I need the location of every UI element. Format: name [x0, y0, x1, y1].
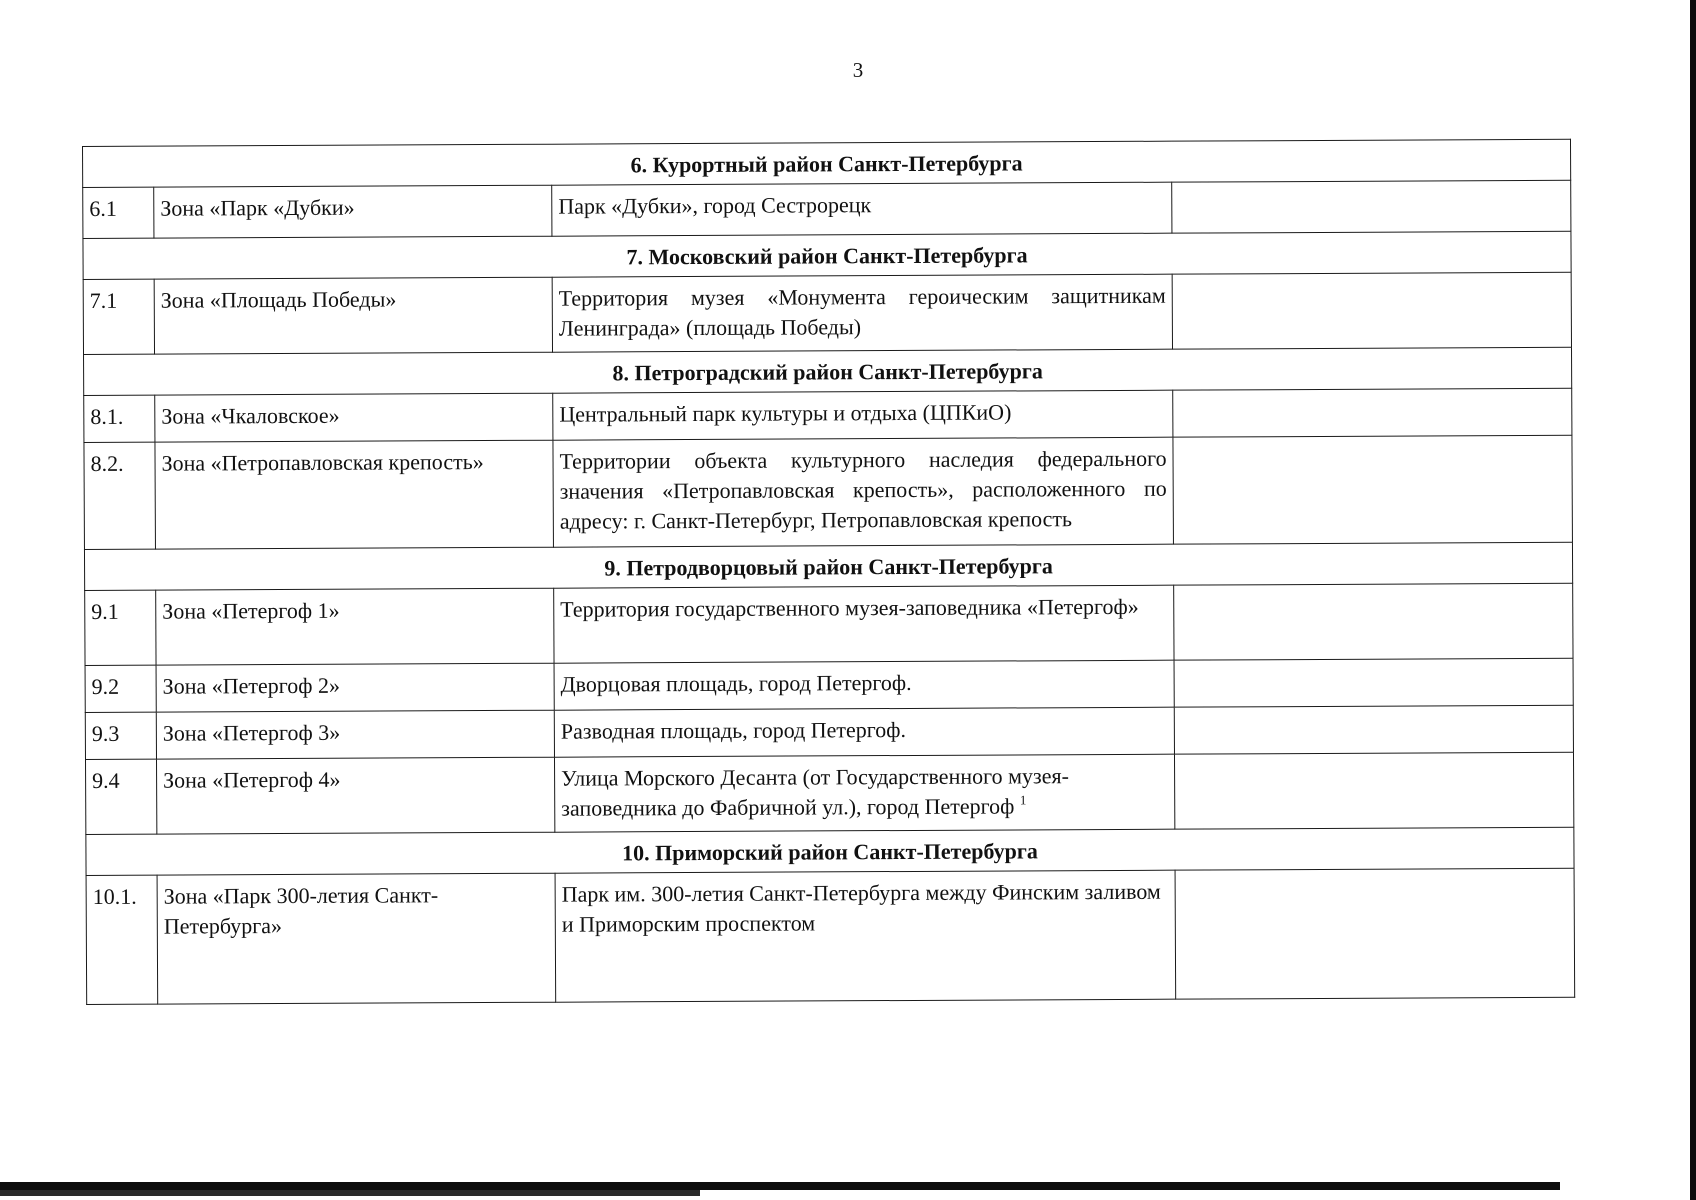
section-header-row: [84, 542, 1572, 590]
row-number: 9.1: [85, 590, 156, 665]
zone-note: [1175, 868, 1575, 999]
table-row: [84, 435, 1573, 549]
zone-location: Разводная площадь, город Петергоф.: [554, 707, 1174, 757]
zone-name: Зона «Петергоф 4»: [156, 757, 554, 834]
zone-name: Зона «Петропавловская крепость»: [155, 440, 554, 549]
table-row: [84, 388, 1572, 442]
section-header-row: [84, 347, 1572, 395]
zone-name: Зона «Петергоф 2»: [156, 663, 554, 712]
zone-name: Зона «Чкаловское»: [155, 393, 553, 442]
row-number: 6.1: [83, 187, 154, 238]
row-number: 9.3: [85, 712, 156, 759]
zone-note: [1174, 705, 1573, 754]
section-title: 9. Петродворцовый район Санкт-Петербурга: [84, 542, 1572, 590]
zone-location: Территория музея «Монумента героическим защитникам Ленинграда» (площадь Победы): [552, 274, 1172, 352]
table-row: [85, 658, 1573, 712]
scan-edge-bottom: [0, 1182, 1560, 1190]
zone-name: Зона «Парк «Дубки»: [154, 185, 552, 238]
zone-location-cell: [554, 754, 1174, 832]
zone-location: Улица Морского Десанта (от Государственного музея-заповедника до Фабричной ул.), город Петергоф: [561, 763, 1069, 821]
section-title: 10. Приморский район Санкт-Петербурга: [86, 827, 1574, 875]
table-row: [85, 583, 1573, 665]
table-row: [83, 272, 1571, 354]
row-number: 9.4: [85, 759, 156, 834]
zone-name: Зона «Парк 300-летия Санкт-Петербурга»: [157, 873, 556, 1004]
zone-name: Зона «Петергоф 1»: [156, 588, 554, 665]
section-title: 7. Московский район Санкт-Петербурга: [83, 231, 1571, 279]
zone-location: Парк им. 300-летия Санкт-Петербурга между Финским заливом и Приморским проспектом: [555, 870, 1176, 1002]
table-row: [83, 180, 1571, 238]
scan-edge-bottom-shadow: [0, 1190, 700, 1196]
zone-note: [1172, 180, 1571, 233]
zone-note: [1174, 583, 1573, 660]
zone-note: [1173, 435, 1573, 544]
row-number: 9.2: [85, 665, 156, 712]
zone-note: [1173, 388, 1572, 437]
table-row: [85, 705, 1573, 759]
row-number: 8.2.: [84, 442, 156, 549]
zone-note: [1172, 272, 1571, 349]
footnote-marker: 1: [1019, 792, 1027, 808]
zone-note: [1174, 658, 1573, 707]
zone-location: Дворцовая площадь, город Петергоф.: [554, 660, 1174, 710]
page-number: 3: [852, 58, 864, 82]
document-sheet: [82, 139, 1574, 1005]
section-title: 8. Петроградский район Санкт-Петербурга: [84, 347, 1572, 395]
zone-name: Зона «Площадь Победы»: [154, 277, 552, 354]
zone-location: Территория государственного музея-заповедника «Петергоф»: [554, 585, 1174, 663]
row-number: 10.1.: [86, 875, 158, 1004]
section-header-row: [86, 827, 1574, 875]
section-header-row: [83, 139, 1571, 187]
zones-table: [82, 139, 1575, 1005]
row-number: 7.1: [83, 279, 154, 354]
table-row: [86, 868, 1575, 1004]
zone-location: Парк «Дубки», город Сестрорецк: [552, 182, 1172, 236]
zone-name: Зона «Петергоф 3»: [156, 710, 554, 759]
section-title: 6. Курортный район Санкт-Петербурга: [83, 139, 1571, 187]
zone-location: Территории объекта культурного наследия федерального значения «Петропавловская крепость», расположенного по адресу: г. Санкт-Петербург, Петропавловская крепость: [553, 437, 1174, 547]
scan-edge-right: [1690, 0, 1696, 1200]
row-number: 8.1.: [84, 395, 155, 442]
zone-location: Центральный парк культуры и отдыха (ЦПКиО): [553, 390, 1173, 440]
section-header-row: [83, 231, 1571, 279]
table-row: [85, 752, 1573, 834]
zone-note: [1174, 752, 1573, 829]
